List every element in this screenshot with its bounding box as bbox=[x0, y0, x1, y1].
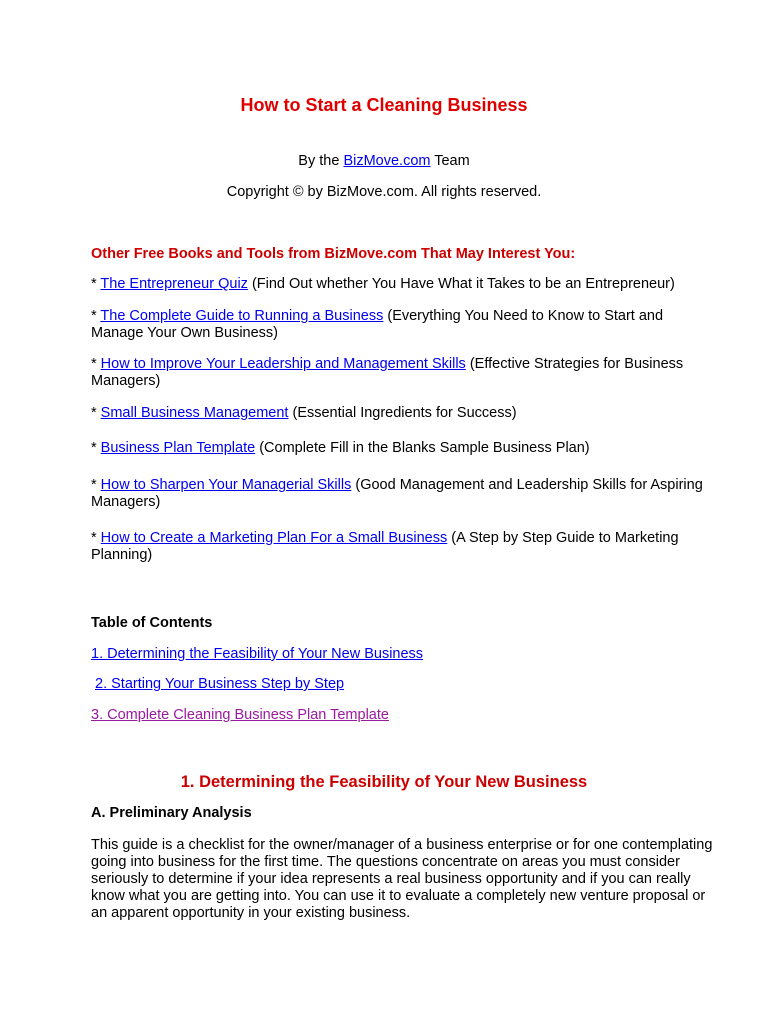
toc-entry bbox=[95, 676, 715, 693]
entrepreneur-quiz-link[interactable]: The Entrepreneur Quiz bbox=[100, 276, 248, 292]
bullet: * bbox=[91, 440, 101, 456]
bullet: * bbox=[91, 276, 101, 292]
toc-link-feasibility[interactable]: 1. Determining the Feasibility of Your New Business bbox=[91, 646, 424, 662]
body-paragraph: This guide is a checklist for the owner/manager of a business enterprise or for one contemplating going into business for the first time. The questions concentrate on areas you must consider seriously to determine if your idea represents a real business opportunity and if you can really know what you are getting into. You can use it to evaluate a completely new venture proposal or an apparent opportunity in your existing business. bbox=[91, 837, 713, 921]
toc-entry bbox=[91, 707, 711, 724]
section-title: 1. Determining the Feasibility of Your New Business bbox=[180, 773, 588, 791]
byline-prefix: By the bbox=[298, 153, 344, 169]
managerial-skills-link[interactable]: How to Sharpen Your Managerial Skills bbox=[100, 477, 352, 493]
marketing-plan-link[interactable]: How to Create a Marketing Plan For a Small Business bbox=[100, 530, 448, 546]
other-resources-heading: Other Free Books and Tools from BizMove.com That May Interest You: bbox=[91, 246, 576, 262]
bullet: * bbox=[91, 405, 101, 421]
bullet: * bbox=[91, 308, 101, 324]
bullet: * bbox=[91, 356, 101, 372]
resource-description: (Essential Ingredients for Success) bbox=[288, 405, 517, 421]
resource-description: (Good Management and Leadership Skills for Aspiring Managers) bbox=[91, 477, 703, 510]
business-plan-template-link[interactable]: Business Plan Template bbox=[100, 440, 256, 456]
leadership-skills-link[interactable]: How to Improve Your Leadership and Management Skills bbox=[100, 356, 466, 372]
resource-item bbox=[91, 276, 711, 293]
resource-description: (A Step by Step Guide to Marketing Planning) bbox=[91, 530, 679, 563]
resource-item bbox=[91, 477, 711, 511]
resource-item bbox=[91, 405, 711, 422]
running-a-business-guide-link[interactable]: The Complete Guide to Running a Business bbox=[100, 308, 384, 324]
resource-item bbox=[91, 308, 711, 342]
resource-description: (Effective Strategies for Business Managers) bbox=[91, 356, 684, 389]
byline bbox=[0, 153, 768, 170]
byline-suffix: Team bbox=[430, 153, 470, 169]
resource-item bbox=[91, 440, 711, 457]
bullet: * bbox=[91, 477, 101, 493]
resource-description: (Everything You Need to Know to Start and Manage Your Own Business) bbox=[91, 308, 664, 341]
bullet: * bbox=[91, 530, 101, 546]
small-business-management-link[interactable]: Small Business Management bbox=[100, 405, 289, 421]
toc-link-business-plan-template[interactable]: 3. Complete Cleaning Business Plan Template bbox=[91, 707, 389, 723]
bizmove-link[interactable]: BizMove.com bbox=[343, 153, 431, 169]
document-title: How to Start a Cleaning Business bbox=[240, 95, 528, 115]
resource-item bbox=[91, 530, 711, 564]
copyright-notice: Copyright © by BizMove.com. All rights reserved. bbox=[226, 184, 542, 200]
resource-item bbox=[91, 356, 711, 390]
section-subheading: A. Preliminary Analysis bbox=[91, 805, 252, 821]
toc-link-starting-business[interactable]: 2. Starting Your Business Step by Step bbox=[95, 676, 345, 692]
resource-description: (Find Out whether You Have What it Takes to be an Entrepreneur) bbox=[247, 276, 675, 292]
resource-description: (Complete Fill in the Blanks Sample Business Plan) bbox=[255, 440, 590, 456]
toc-entry bbox=[91, 646, 711, 663]
toc-heading: Table of Contents bbox=[91, 615, 213, 631]
